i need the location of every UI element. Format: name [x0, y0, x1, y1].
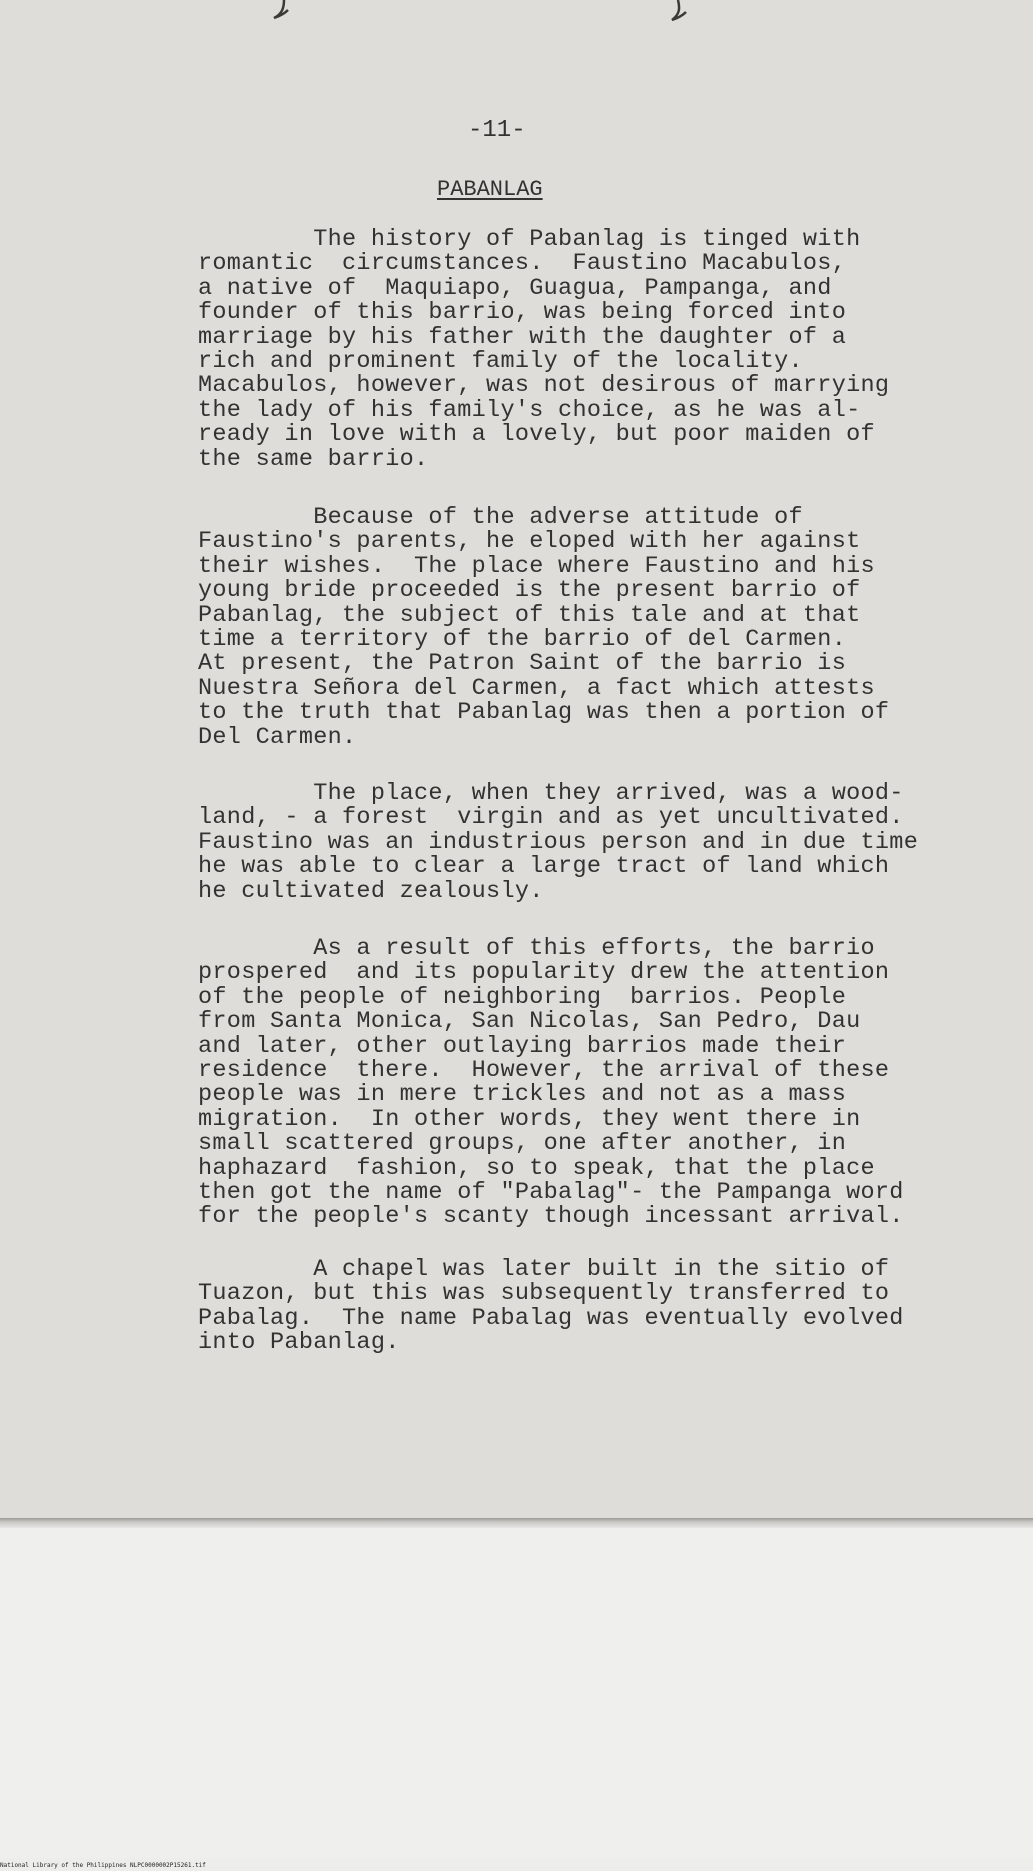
paragraph-history: The history of Pabanlag is tinged with romantic circumstances. Faustino Macabulos, a native of Maquiapo, Guagua, Pampanga, and founder of this barrio, was being forced into marriage by his father with the daughter of a rich and prominent family of the locality. Macabulos, however, was not desirous of marrying the lady of his family's choice, as he was al- ready in love with a lovely, but poor maiden of the same barrio.	[198, 226, 890, 473]
paragraph-chapel: A chapel was later built in the sitio of Tuazon, but this was subsequently transferred to Pabalag. The name Pabalag was eventually evolved into Pabanlag.	[198, 1256, 904, 1357]
page-title: PABANLAG	[437, 177, 543, 202]
binding-hole-mark-left	[270, 0, 292, 22]
paragraph-woodland: The place, when they arrived, was a wood- land, - a forest virgin and as yet uncultivated. Faustino was an industrious person and in due time he was able to clear a large tract of land which he cultivated zealously.	[198, 780, 919, 905]
paragraph-elopement: Because of the adverse attitude of Faustino's parents, he eloped with her against their wishes. The place where Faustino and his young bride proceeded is the present barrio of Pabanlag, the subject of this tale and at that time a territory of the barrio of del Carmen. At present, the Patron Saint of the barrio is Nuestra Señora del Carmen, a fact which attests to the truth that Pabanlag was then a portion of Del Carmen.	[198, 504, 890, 751]
scan-caption: National Library of the Philippines NLPC0000002P15261.tif	[0, 1862, 206, 1869]
page-edge-shadow	[0, 1518, 1033, 1528]
binding-hole-mark-right	[670, 0, 692, 22]
scan-background	[0, 1528, 1033, 1858]
paragraph-prosperity: As a result of this efforts, the barrio prospered and its popularity drew the attention of the people of neighboring barrios. People from Santa Monica, San Nicolas, San Pedro, Dau and later, other outlaying barrios made their residence there. However, the arrival of these people was in mere trickles and not as a mass migration. In other words, they went there in small scattered groups, one after another, in haphazard fashion, so to speak, that the place then got the name of "Pabalag"- the Pampanga word for the people's scanty though incessant arrival.	[198, 935, 904, 1231]
page-number: -11-	[468, 117, 526, 144]
